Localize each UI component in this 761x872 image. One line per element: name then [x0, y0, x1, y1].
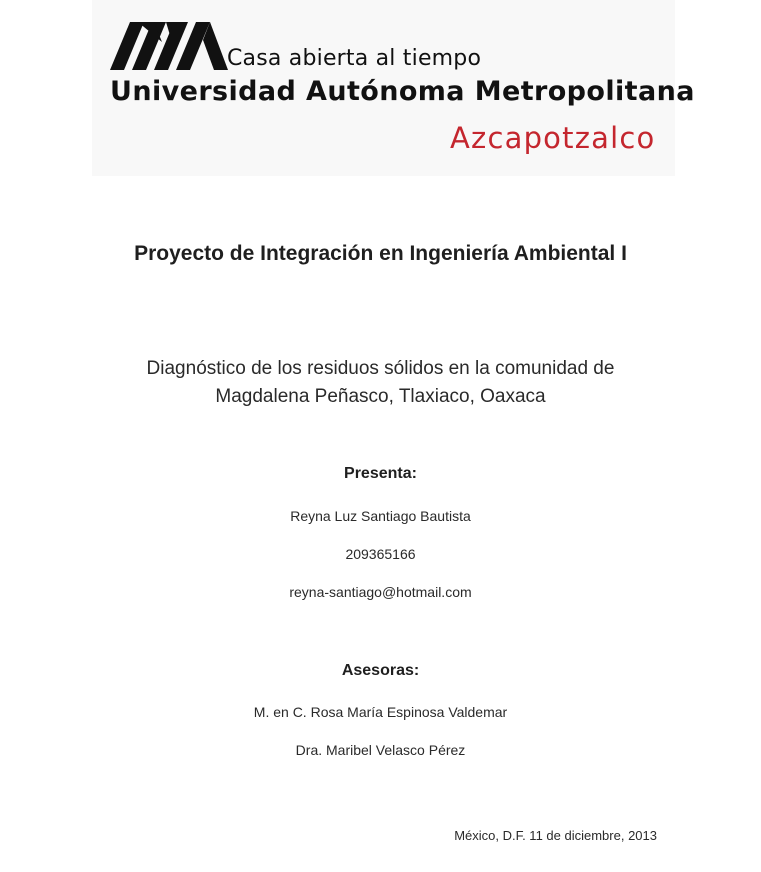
advisor-2: Dra. Maribel Velasco Pérez: [295, 742, 466, 758]
advisors-heading: Asesoras:: [341, 662, 420, 679]
course-title: Proyecto de Integración en Ingeniería Ambiental I: [134, 242, 627, 265]
presenter-heading: Presenta:: [344, 465, 417, 482]
project-title-line-2: Magdalena Peñasco, Tlaxiaco, Oaxaca: [215, 386, 546, 407]
advisor-1: M. en C. Rosa María Espinosa Valdemar: [253, 704, 508, 720]
university-name: Universidad Autónoma Metropolitana: [110, 76, 695, 107]
place-date: México, D.F. 11 de diciembre, 2013: [454, 828, 657, 843]
project-title-line-1: Diagnóstico de los residuos sólidos en la comunidad de: [146, 358, 615, 379]
campus-name: Azcapotzalco: [450, 121, 656, 155]
uam-logo-icon: [110, 22, 228, 70]
presenter-email: reyna-santiago@hotmail.com: [289, 584, 472, 600]
student-id: 209365166: [345, 546, 416, 562]
project-title: [0, 355, 761, 411]
university-logo: [92, 0, 695, 176]
presenter-name: Reyna Luz Santiago Bautista: [290, 508, 471, 524]
university-tagline: Casa abierta al tiempo: [227, 46, 482, 71]
